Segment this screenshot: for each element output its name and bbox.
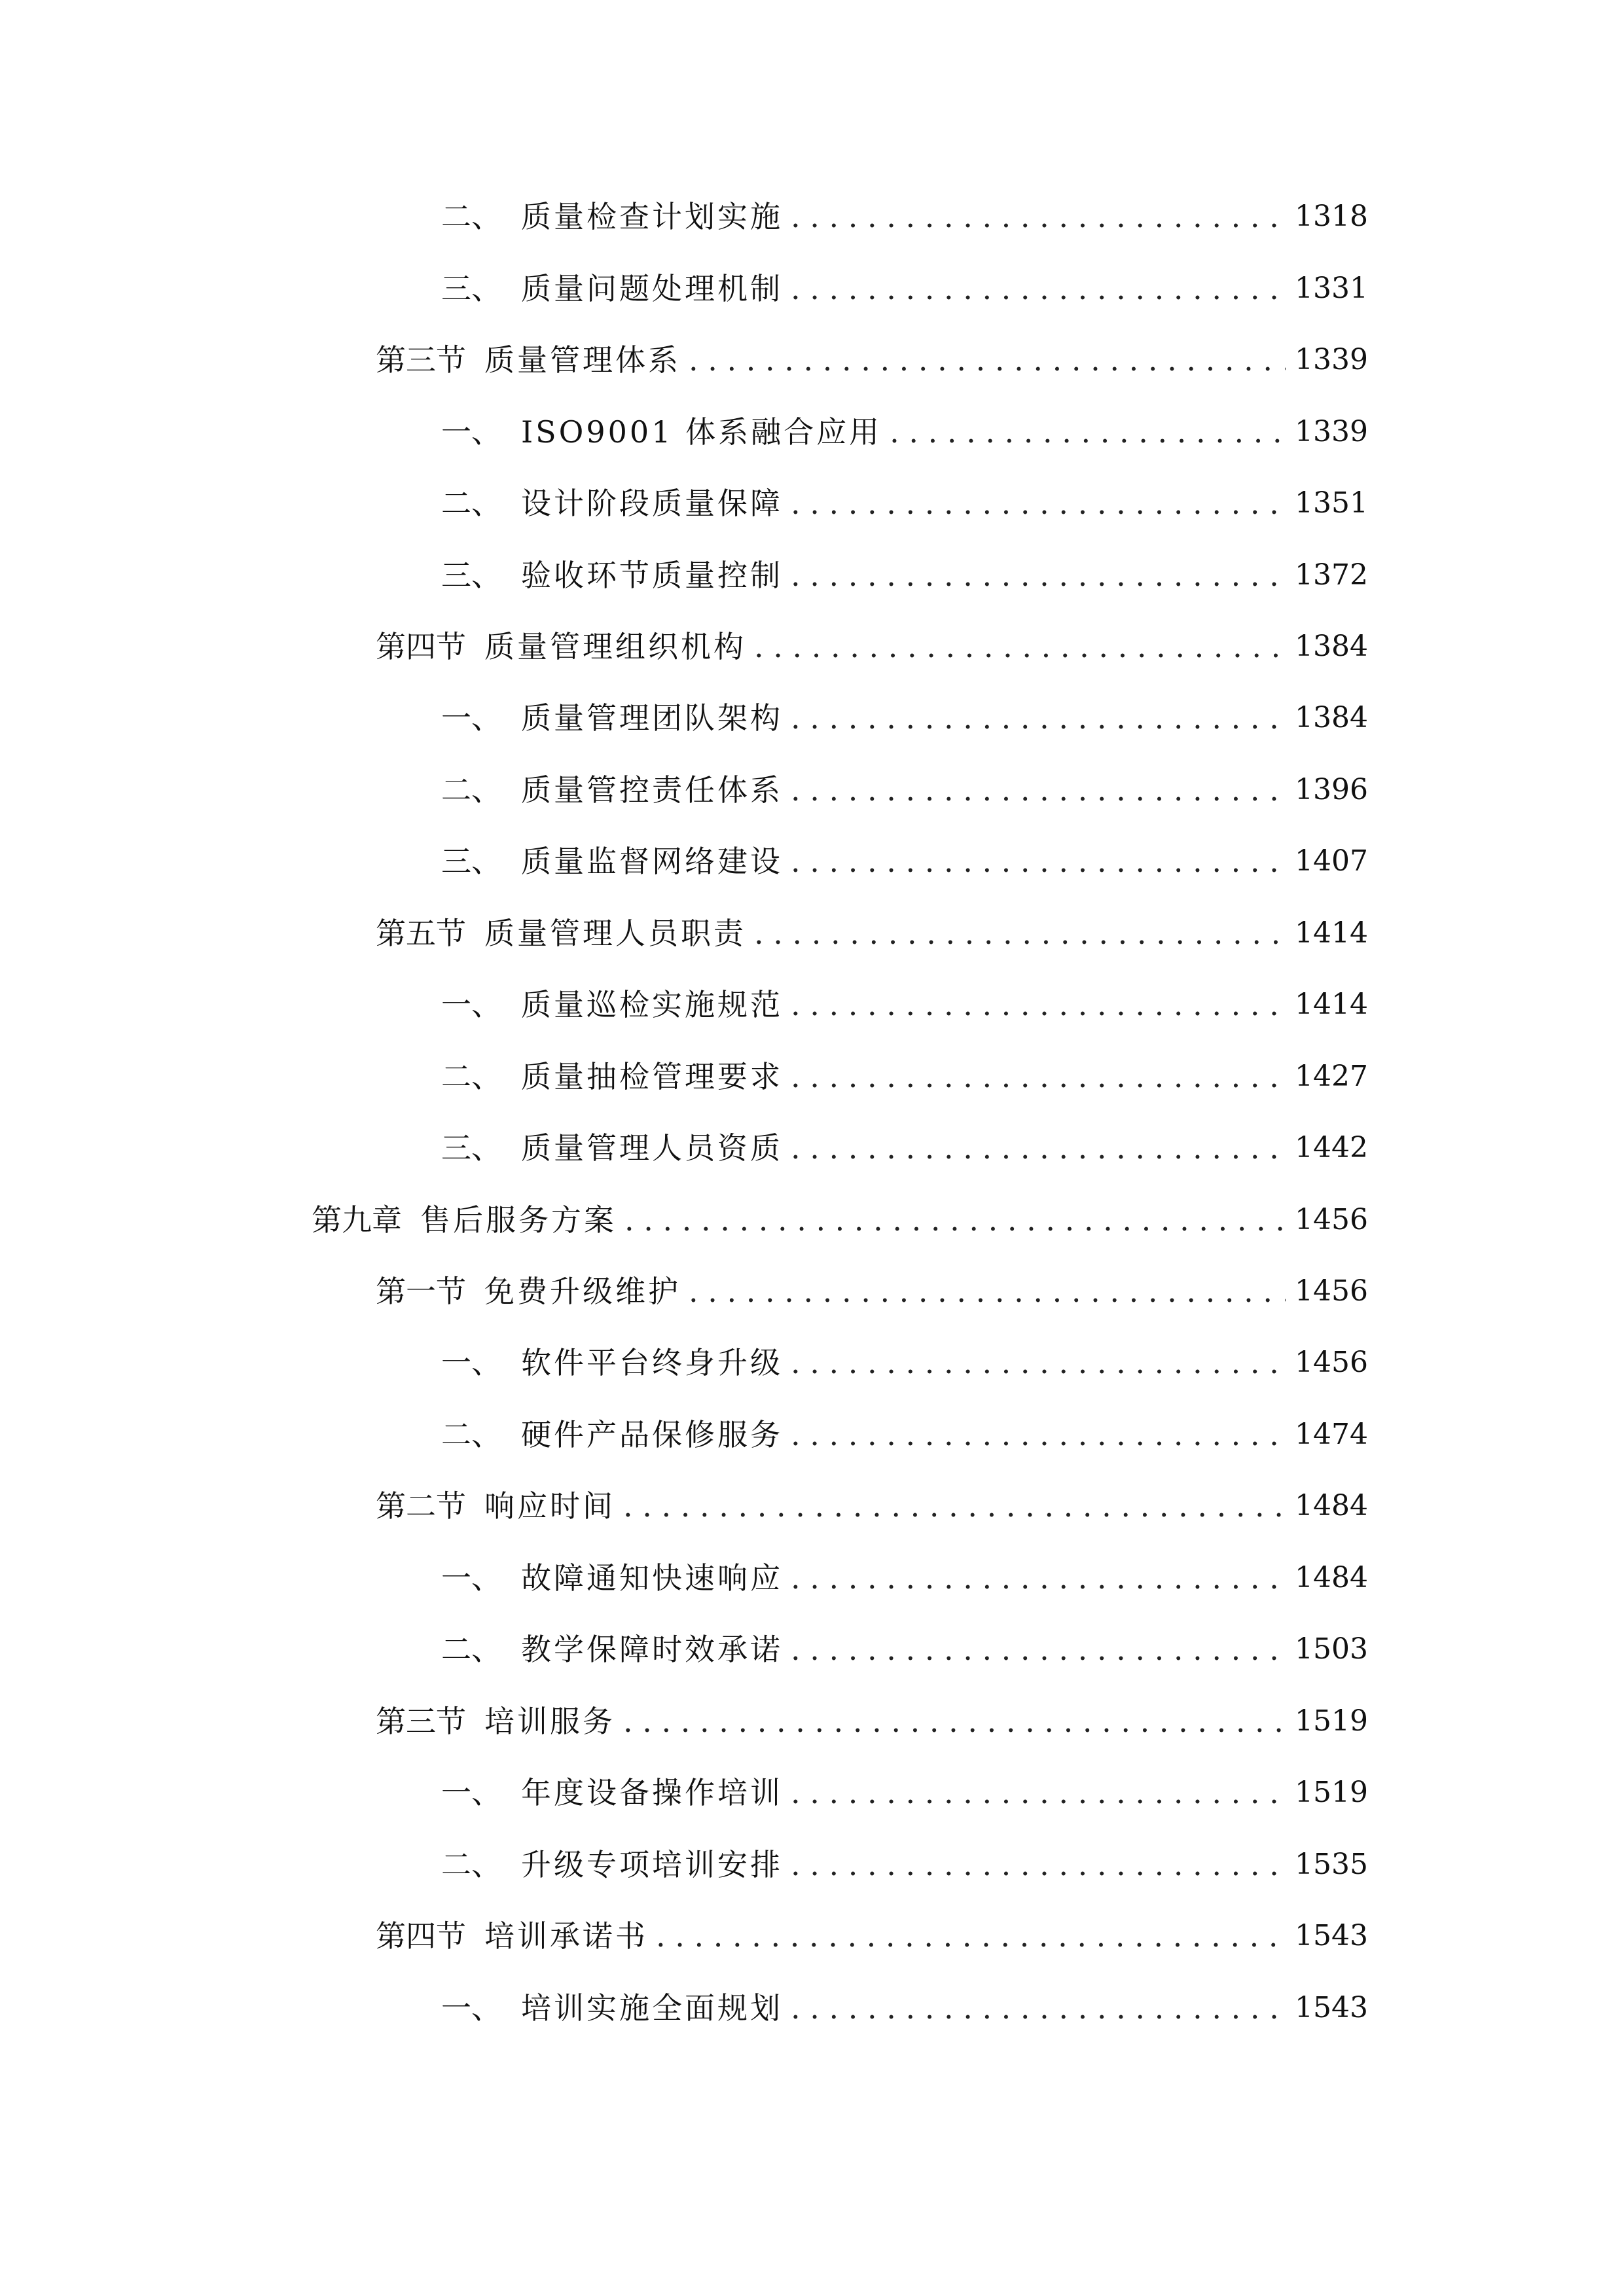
toc-entry-title: 软件平台终身升级 xyxy=(521,1345,783,1380)
toc-entry[interactable] xyxy=(441,767,1368,813)
toc-dot-leader xyxy=(689,1268,1286,1314)
toc-dot-leader xyxy=(890,409,1286,455)
toc-dot-leader xyxy=(791,838,1286,884)
toc-dot-leader xyxy=(791,1125,1286,1171)
toc-entry[interactable] xyxy=(441,1340,1368,1386)
toc-entry-title: 教学保障时效承诺 xyxy=(521,1632,783,1667)
toc-entry-number: 二、 xyxy=(441,199,501,234)
toc-entry-number: 第四节 xyxy=(376,629,466,664)
toc-entry-title: 验收环节质量控制 xyxy=(521,558,783,593)
toc-entry[interactable] xyxy=(441,409,1368,455)
toc-entry-number: 第三节 xyxy=(376,342,466,378)
toc-entry-page: 1519 xyxy=(1295,1704,1368,1738)
toc-entry-number: 三、 xyxy=(441,558,501,593)
toc-entry-number: 一、 xyxy=(441,414,501,450)
toc-entry-page: 1484 xyxy=(1295,1489,1368,1522)
toc-entry-title: 质量检查计划实施 xyxy=(521,199,783,234)
toc-entry-page: 1484 xyxy=(1295,1561,1368,1594)
toc-entry[interactable] xyxy=(441,1985,1368,2031)
toc-entry[interactable] xyxy=(441,1626,1368,1672)
toc-dot-leader xyxy=(791,1985,1286,2031)
toc-entry-number: 第五节 xyxy=(376,916,466,951)
toc-dot-leader xyxy=(656,1913,1286,1959)
toc-entry[interactable] xyxy=(441,480,1368,526)
toc-entry[interactable] xyxy=(441,1842,1368,1888)
toc-entry-title: 质量抽检管理要求 xyxy=(521,1059,783,1094)
toc-entry[interactable] xyxy=(376,1268,1368,1314)
toc-entry-title: 设计阶段质量保障 xyxy=(521,486,783,521)
toc-entry-title: 质量管控责任体系 xyxy=(521,772,783,808)
toc-entry-title: 培训承诺书 xyxy=(484,1918,648,1954)
toc-entry-page: 1396 xyxy=(1295,773,1368,806)
toc-entry-number: 二、 xyxy=(441,1059,501,1094)
toc-dot-leader xyxy=(791,1626,1286,1672)
toc-entry[interactable] xyxy=(441,194,1368,240)
toc-entry[interactable] xyxy=(441,695,1368,741)
toc-entry-page: 1474 xyxy=(1295,1418,1368,1451)
toc-entry[interactable] xyxy=(441,1412,1368,1458)
toc-entry[interactable] xyxy=(441,1770,1368,1816)
toc-dot-leader xyxy=(791,480,1286,526)
toc-entry[interactable] xyxy=(441,1054,1368,1100)
toc-entry[interactable] xyxy=(441,1555,1368,1601)
toc-dot-leader xyxy=(791,982,1286,1028)
toc-entry[interactable] xyxy=(376,910,1368,956)
toc-entry-title: 故障通知快速响应 xyxy=(521,1560,783,1596)
toc-entry-page: 1384 xyxy=(1295,630,1368,663)
toc-entry-title: 年度设备操作培训 xyxy=(521,1775,783,1810)
toc-entry-number: 二、 xyxy=(441,1417,501,1452)
toc-dot-leader xyxy=(754,910,1286,956)
toc-entry-number: 二、 xyxy=(441,772,501,808)
toc-dot-leader xyxy=(791,194,1286,240)
toc-entry-title: 质量管理团队架构 xyxy=(521,700,783,736)
toc-entry-number: 一、 xyxy=(441,1560,501,1596)
toc-dot-leader xyxy=(689,337,1286,383)
toc-entry[interactable] xyxy=(376,624,1368,670)
toc-entry-page: 1414 xyxy=(1295,916,1368,950)
toc-entry[interactable] xyxy=(376,1913,1368,1959)
toc-dot-leader xyxy=(624,1197,1286,1243)
toc-entry-page: 1535 xyxy=(1295,1848,1368,1881)
toc-entry-title: 升级专项培训安排 xyxy=(521,1847,783,1882)
toc-entry-title: 质量监督网络建设 xyxy=(521,844,783,879)
toc-entry-title: 质量管理人员职责 xyxy=(484,916,746,951)
toc-entry-page: 1407 xyxy=(1295,844,1368,878)
toc-entry-page: 1414 xyxy=(1295,988,1368,1021)
toc-entry-number: 第二节 xyxy=(376,1488,466,1524)
toc-entry[interactable] xyxy=(312,1197,1368,1243)
toc-entry-title: 响应时间 xyxy=(484,1488,615,1524)
toc-entry-number: 一、 xyxy=(441,1990,501,2026)
toc-dot-leader xyxy=(623,1698,1286,1744)
toc-entry[interactable] xyxy=(441,266,1368,312)
toc-entry-title: 培训服务 xyxy=(484,1704,615,1739)
toc-entry-title: 硬件产品保修服务 xyxy=(521,1417,783,1452)
toc-entry-page: 1331 xyxy=(1295,272,1368,305)
toc-entry-title: 质量问题处理机制 xyxy=(521,271,783,306)
toc-entry-number: 二、 xyxy=(441,1632,501,1667)
toc-entry-number: 三、 xyxy=(441,271,501,306)
toc-entry-number: 三、 xyxy=(441,844,501,879)
toc-entry-page: 1384 xyxy=(1295,701,1368,734)
toc-entry-page: 1351 xyxy=(1295,486,1368,520)
toc-entry-page: 1543 xyxy=(1295,1919,1368,1952)
toc-dot-leader xyxy=(754,624,1286,670)
toc-dot-leader xyxy=(791,1555,1286,1601)
toc-entry-page: 1339 xyxy=(1295,343,1368,376)
toc-dot-leader xyxy=(791,767,1286,813)
toc-dot-leader xyxy=(791,695,1286,741)
toc-entry-title: 质量管理组织机构 xyxy=(484,629,746,664)
toc-dot-leader xyxy=(791,1340,1286,1386)
toc-entry[interactable] xyxy=(376,337,1368,383)
toc-entry[interactable] xyxy=(441,552,1368,598)
toc-entry-page: 1543 xyxy=(1295,1991,1368,2024)
toc-entry[interactable] xyxy=(376,1698,1368,1744)
toc-entry-title: 售后服务方案 xyxy=(420,1202,617,1238)
toc-entry[interactable] xyxy=(441,838,1368,884)
toc-entry-number: 三、 xyxy=(441,1130,501,1166)
toc-entry-number: 第一节 xyxy=(376,1274,466,1309)
toc-entry-page: 1456 xyxy=(1295,1346,1368,1379)
toc-entry-title: 质量管理体系 xyxy=(484,342,681,378)
toc-entry-title: 质量巡检实施规范 xyxy=(521,987,783,1022)
toc-dot-leader xyxy=(791,1770,1286,1816)
toc-dot-leader xyxy=(791,1054,1286,1100)
toc-entry-number: 二、 xyxy=(441,486,501,521)
toc-entry-page: 1442 xyxy=(1295,1131,1368,1164)
toc-entry[interactable] xyxy=(441,1125,1368,1171)
toc-entry[interactable] xyxy=(376,1483,1368,1529)
toc-entry-number: 第三节 xyxy=(376,1704,466,1739)
toc-entry[interactable] xyxy=(441,982,1368,1028)
toc-entry-number: 第四节 xyxy=(376,1918,466,1954)
toc-entry-page: 1318 xyxy=(1295,200,1368,233)
toc-entry-number: 一、 xyxy=(441,987,501,1022)
toc-entry-title: 培训实施全面规划 xyxy=(521,1990,783,2026)
toc-dot-leader xyxy=(623,1483,1286,1529)
toc-entry-number: 一、 xyxy=(441,1345,501,1380)
toc-entry-number: 第九章 xyxy=(312,1202,402,1238)
toc-entry-number: 二、 xyxy=(441,1847,501,1882)
toc-entry-title: 质量管理人员资质 xyxy=(521,1130,783,1166)
toc-entry-page: 1427 xyxy=(1295,1060,1368,1093)
toc-dot-leader xyxy=(791,1842,1286,1888)
toc-entry-page: 1372 xyxy=(1295,558,1368,592)
toc-entry-page: 1456 xyxy=(1295,1274,1368,1308)
toc-dot-leader xyxy=(791,552,1286,598)
toc-dot-leader xyxy=(791,266,1286,312)
toc-entry-page: 1503 xyxy=(1295,1632,1368,1666)
toc-entry-title: 免费升级维护 xyxy=(484,1274,681,1309)
toc-entry-page: 1519 xyxy=(1295,1776,1368,1809)
toc-entry-number: 一、 xyxy=(441,1775,501,1810)
toc-entry-page: 1339 xyxy=(1295,415,1368,448)
toc-entry-page: 1456 xyxy=(1295,1203,1368,1236)
toc-dot-leader xyxy=(791,1412,1286,1458)
toc-entry-title: ISO9001 体系融合应用 xyxy=(521,414,882,450)
toc-entry-number: 一、 xyxy=(441,700,501,736)
